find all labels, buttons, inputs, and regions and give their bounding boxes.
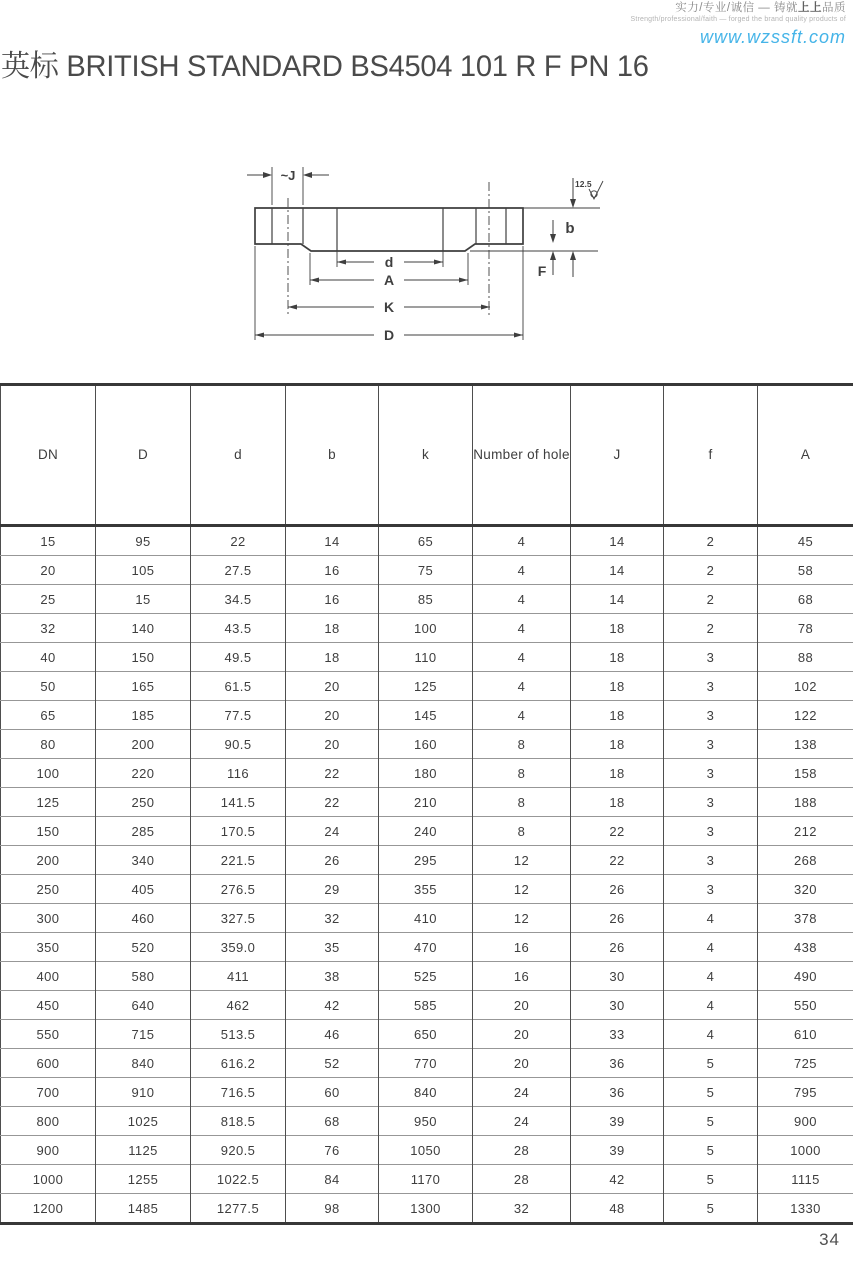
table-cell: 77.5 xyxy=(191,701,286,730)
table-cell: 85 xyxy=(379,585,473,614)
table-cell: 49.5 xyxy=(191,643,286,672)
table-cell: 300 xyxy=(1,904,96,933)
table-cell: 8 xyxy=(473,788,571,817)
table-cell: 8 xyxy=(473,759,571,788)
table-cell: 5 xyxy=(664,1136,758,1165)
table-row xyxy=(1,614,853,643)
dim-b xyxy=(550,220,575,243)
table-cell: 36 xyxy=(571,1078,664,1107)
table-row xyxy=(1,1049,853,1078)
table-cell: 5 xyxy=(664,1107,758,1136)
table-cell: 18 xyxy=(571,672,664,701)
table-cell: 513.5 xyxy=(191,1020,286,1049)
table-cell: 240 xyxy=(379,817,473,846)
table-cell: 50 xyxy=(1,672,96,701)
table-cell: 141.5 xyxy=(191,788,286,817)
table-cell: 3 xyxy=(664,643,758,672)
table-cell: 100 xyxy=(379,614,473,643)
table-cell: 1277.5 xyxy=(191,1194,286,1224)
dim-d xyxy=(337,251,443,270)
table-cell: 32 xyxy=(473,1194,571,1224)
table-cell: 700 xyxy=(1,1078,96,1107)
dimension-table xyxy=(0,383,853,1225)
table-cell: 160 xyxy=(379,730,473,759)
tagline-suffix: 品质 xyxy=(822,2,846,14)
table-cell: 15 xyxy=(96,585,191,614)
table-cell: 359.0 xyxy=(191,933,286,962)
table-cell: 18 xyxy=(571,614,664,643)
table-cell: 3 xyxy=(664,788,758,817)
table-row xyxy=(1,526,853,556)
table-cell: 268 xyxy=(758,846,853,875)
table-cell: 100 xyxy=(1,759,96,788)
table-cell: 24 xyxy=(286,817,379,846)
table-cell: 1025 xyxy=(96,1107,191,1136)
table-cell: 185 xyxy=(96,701,191,730)
table-cell: 60 xyxy=(286,1078,379,1107)
table-cell: 78 xyxy=(758,614,853,643)
brand-tagline-en: Strength/professional/faith — forged the brand quality products of xyxy=(630,16,846,24)
table-cell: 145 xyxy=(379,701,473,730)
table-cell: 210 xyxy=(379,788,473,817)
dim-d-label: d xyxy=(384,254,394,270)
table-cell: 770 xyxy=(379,1049,473,1078)
column-header: d xyxy=(191,385,286,526)
table-cell: 950 xyxy=(379,1107,473,1136)
table-cell: 411 xyxy=(191,962,286,991)
column-header: DN xyxy=(37,446,59,462)
table-cell: 28 xyxy=(473,1165,571,1194)
table-cell: 3 xyxy=(664,730,758,759)
table-cell: 410 xyxy=(379,904,473,933)
table-row xyxy=(1,991,853,1020)
table-cell: 125 xyxy=(1,788,96,817)
table-cell: 550 xyxy=(758,991,853,1020)
table-cell: 716.5 xyxy=(191,1078,286,1107)
table-row xyxy=(1,730,853,759)
table-cell: 80 xyxy=(1,730,96,759)
table-cell: 45 xyxy=(758,526,853,556)
table-row xyxy=(1,904,853,933)
table-cell: 12 xyxy=(473,846,571,875)
table-cell: 1255 xyxy=(96,1165,191,1194)
table-cell: 1022.5 xyxy=(191,1165,286,1194)
table-cell: 378 xyxy=(758,904,853,933)
table-cell: 14 xyxy=(571,585,664,614)
table-row xyxy=(1,962,853,991)
table-row xyxy=(1,1165,853,1194)
table-cell: 600 xyxy=(1,1049,96,1078)
table-cell: 350 xyxy=(1,933,96,962)
table-row xyxy=(1,1078,853,1107)
table-cell: 3 xyxy=(664,817,758,846)
table-row xyxy=(1,759,853,788)
table-cell: 39 xyxy=(571,1107,664,1136)
table-cell: 490 xyxy=(758,962,853,991)
column-header: k xyxy=(379,385,473,526)
table-cell: 165 xyxy=(96,672,191,701)
table-cell: 5 xyxy=(664,1049,758,1078)
table-cell: 1000 xyxy=(758,1136,853,1165)
table-cell: 900 xyxy=(1,1136,96,1165)
table-cell: 43.5 xyxy=(191,614,286,643)
table-cell: 32 xyxy=(1,614,96,643)
table-cell: 188 xyxy=(758,788,853,817)
table-cell: 2 xyxy=(664,526,758,556)
table-cell: 24 xyxy=(473,1107,571,1136)
table-cell: 14 xyxy=(286,526,379,556)
table-cell: 4 xyxy=(664,904,758,933)
table-cell: 26 xyxy=(286,846,379,875)
table-cell: 34.5 xyxy=(191,585,286,614)
table-cell: 38 xyxy=(286,962,379,991)
table-cell: 24 xyxy=(473,1078,571,1107)
table-cell: 900 xyxy=(758,1107,853,1136)
table-cell: 16 xyxy=(473,962,571,991)
table-cell: 285 xyxy=(96,817,191,846)
table-cell: 910 xyxy=(96,1078,191,1107)
table-cell: 4 xyxy=(664,962,758,991)
table-row xyxy=(1,585,853,614)
column-header: b xyxy=(286,385,379,526)
table-cell: 3 xyxy=(664,875,758,904)
table-row xyxy=(1,1136,853,1165)
table-row xyxy=(1,672,853,701)
table-cell: 140 xyxy=(96,614,191,643)
table-cell: 39 xyxy=(571,1136,664,1165)
column-header: D xyxy=(96,385,191,526)
table-cell: 22 xyxy=(286,759,379,788)
table-cell: 32 xyxy=(286,904,379,933)
table-cell: 340 xyxy=(96,846,191,875)
table-cell: 68 xyxy=(286,1107,379,1136)
table-row xyxy=(1,817,853,846)
table-cell: 276.5 xyxy=(191,875,286,904)
table-cell: 650 xyxy=(379,1020,473,1049)
table-cell: 52 xyxy=(286,1049,379,1078)
table-row xyxy=(1,556,853,585)
table-cell: 95 xyxy=(96,526,191,556)
table-cell: 26 xyxy=(571,875,664,904)
table-row xyxy=(1,643,853,672)
table-cell: 1115 xyxy=(758,1165,853,1194)
table-cell: 5 xyxy=(664,1165,758,1194)
table-cell: 1330 xyxy=(758,1194,853,1224)
table-cell: 170.5 xyxy=(191,817,286,846)
brand-tagline-cn xyxy=(630,2,846,15)
table-cell: 4 xyxy=(664,933,758,962)
table-cell: 16 xyxy=(286,556,379,585)
table-cell: 12 xyxy=(473,904,571,933)
table-cell: 715 xyxy=(96,1020,191,1049)
table-cell: 840 xyxy=(96,1049,191,1078)
table-cell: 250 xyxy=(96,788,191,817)
table-cell: 1485 xyxy=(96,1194,191,1224)
table-cell: 8 xyxy=(473,730,571,759)
table-row xyxy=(1,1020,853,1049)
table-cell: 1000 xyxy=(1,1165,96,1194)
table-cell: 327.5 xyxy=(191,904,286,933)
table-cell: 840 xyxy=(379,1078,473,1107)
table-cell: 800 xyxy=(1,1107,96,1136)
dim-big-d-label: D xyxy=(383,327,395,343)
table-cell: 4 xyxy=(473,672,571,701)
table-cell: 920.5 xyxy=(191,1136,286,1165)
table-cell: 1300 xyxy=(379,1194,473,1224)
table-cell: 2 xyxy=(664,556,758,585)
table-cell: 150 xyxy=(96,643,191,672)
table-cell: 3 xyxy=(664,701,758,730)
table-row xyxy=(1,788,853,817)
dim-b-label: b xyxy=(565,220,575,237)
table-cell: 105 xyxy=(96,556,191,585)
table-cell: 90.5 xyxy=(191,730,286,759)
table-cell: 20 xyxy=(286,730,379,759)
table-cell: 84 xyxy=(286,1165,379,1194)
table-cell: 26 xyxy=(571,904,664,933)
table-cell: 438 xyxy=(758,933,853,962)
table-cell: 29 xyxy=(286,875,379,904)
table-cell: 795 xyxy=(758,1078,853,1107)
flange-outline xyxy=(255,208,523,251)
table-cell: 36 xyxy=(571,1049,664,1078)
column-header: J xyxy=(571,385,664,526)
table-cell: 25 xyxy=(1,585,96,614)
table-cell: 3 xyxy=(664,759,758,788)
page-number: 34 xyxy=(819,1230,840,1249)
table-row xyxy=(1,1194,853,1224)
table-row xyxy=(1,846,853,875)
table-cell: 20 xyxy=(473,1049,571,1078)
table-cell: 98 xyxy=(286,1194,379,1224)
table-cell: 14 xyxy=(571,556,664,585)
table-cell: 1170 xyxy=(379,1165,473,1194)
table-cell: 88 xyxy=(758,643,853,672)
table-cell: 30 xyxy=(571,962,664,991)
table-cell: 200 xyxy=(96,730,191,759)
table-cell: 42 xyxy=(571,1165,664,1194)
table-cell: 65 xyxy=(379,526,473,556)
table-cell: 65 xyxy=(1,701,96,730)
table-cell: 12 xyxy=(473,875,571,904)
table-row xyxy=(1,1107,853,1136)
table-cell: 18 xyxy=(286,614,379,643)
table-cell: 616.2 xyxy=(191,1049,286,1078)
table-cell: 818.5 xyxy=(191,1107,286,1136)
table-cell: 76 xyxy=(286,1136,379,1165)
table-cell: 42 xyxy=(286,991,379,1020)
table-cell: 33 xyxy=(571,1020,664,1049)
table-cell: 22 xyxy=(571,846,664,875)
table-cell: 27.5 xyxy=(191,556,286,585)
dim-j-label: ~J xyxy=(280,168,296,183)
table-cell: 22 xyxy=(286,788,379,817)
table-cell: 158 xyxy=(758,759,853,788)
table-cell: 5 xyxy=(664,1078,758,1107)
table-cell: 8 xyxy=(473,817,571,846)
roughness-mark xyxy=(523,178,603,208)
table-row xyxy=(1,875,853,904)
table-cell: 20 xyxy=(1,556,96,585)
table-cell: 20 xyxy=(473,1020,571,1049)
table-cell: 15 xyxy=(40,533,56,549)
table-cell: 16 xyxy=(286,585,379,614)
table-cell: 725 xyxy=(758,1049,853,1078)
table-cell: 14 xyxy=(571,526,664,556)
table-cell: 18 xyxy=(571,643,664,672)
roughness-value: 12.5 xyxy=(575,179,592,189)
table-cell: 1050 xyxy=(379,1136,473,1165)
table-cell: 116 xyxy=(191,759,286,788)
table-cell: 4 xyxy=(664,991,758,1020)
table-cell: 355 xyxy=(379,875,473,904)
table-cell: 250 xyxy=(1,875,96,904)
table-cell: 20 xyxy=(473,991,571,1020)
table-cell: 35 xyxy=(286,933,379,962)
table-cell: 26 xyxy=(571,933,664,962)
table-cell: 61.5 xyxy=(191,672,286,701)
table-cell: 3 xyxy=(664,672,758,701)
table-cell: 125 xyxy=(379,672,473,701)
table-cell: 212 xyxy=(758,817,853,846)
table-cell: 295 xyxy=(379,846,473,875)
table-cell: 1125 xyxy=(96,1136,191,1165)
table-cell: 18 xyxy=(571,701,664,730)
table-cell: 110 xyxy=(379,643,473,672)
table-cell: 68 xyxy=(758,585,853,614)
table-header-row xyxy=(1,385,853,526)
table-cell: 16 xyxy=(473,933,571,962)
table-cell: 138 xyxy=(758,730,853,759)
table-cell: 405 xyxy=(96,875,191,904)
table-cell: 525 xyxy=(379,962,473,991)
dim-f-label: F xyxy=(537,263,547,279)
column-header: A xyxy=(758,385,853,526)
table-cell: 610 xyxy=(758,1020,853,1049)
table-cell: 20 xyxy=(286,672,379,701)
table-cell: 102 xyxy=(758,672,853,701)
table-cell: 180 xyxy=(379,759,473,788)
table-cell: 580 xyxy=(96,962,191,991)
table-cell: 520 xyxy=(96,933,191,962)
table-cell: 470 xyxy=(379,933,473,962)
table-cell: 400 xyxy=(1,962,96,991)
dim-a-label: A xyxy=(383,272,395,288)
table-cell: 75 xyxy=(379,556,473,585)
tagline-bold: 上上 xyxy=(798,2,822,14)
table-cell: 20 xyxy=(286,701,379,730)
table-cell: 18 xyxy=(571,759,664,788)
page-title: 英标 BRITISH STANDARD BS4504 101 R F PN 16 xyxy=(1,50,649,83)
table-cell: 18 xyxy=(571,730,664,759)
brand-website: www.wzssft.com xyxy=(699,27,846,48)
table-cell: 450 xyxy=(1,991,96,1020)
table-cell: 585 xyxy=(379,991,473,1020)
table-cell: 3 xyxy=(664,846,758,875)
table-cell: 550 xyxy=(1,1020,96,1049)
column-header: Number of hole xyxy=(473,385,571,526)
table-cell: 30 xyxy=(571,991,664,1020)
table-cell: 28 xyxy=(473,1136,571,1165)
dim-k xyxy=(288,299,490,315)
table-cell: 462 xyxy=(191,991,286,1020)
table-cell: 320 xyxy=(758,875,853,904)
table-row xyxy=(1,701,853,730)
table-cell: 4 xyxy=(473,526,571,556)
flange-diagram xyxy=(0,140,853,375)
table-body xyxy=(1,526,853,1224)
table-cell: 4 xyxy=(664,1020,758,1049)
table-cell: 22 xyxy=(191,526,286,556)
table-cell: 4 xyxy=(473,585,571,614)
table-cell: 40 xyxy=(1,643,96,672)
table-row xyxy=(1,933,853,962)
table-cell: 2 xyxy=(664,585,758,614)
column-header: f xyxy=(664,385,758,526)
brand-block xyxy=(630,2,846,48)
table-cell: 18 xyxy=(286,643,379,672)
table-cell: 4 xyxy=(473,614,571,643)
table-cell: 122 xyxy=(758,701,853,730)
table-cell: 48 xyxy=(571,1194,664,1224)
table-cell: 150 xyxy=(1,817,96,846)
table-cell: 221.5 xyxy=(191,846,286,875)
table-cell: 460 xyxy=(96,904,191,933)
table-cell: 46 xyxy=(286,1020,379,1049)
table-cell: 2 xyxy=(664,614,758,643)
table-cell: 4 xyxy=(473,643,571,672)
table-cell: 22 xyxy=(571,817,664,846)
dim-k-label: K xyxy=(383,299,395,315)
table-cell: 4 xyxy=(473,556,571,585)
table-cell: 1200 xyxy=(1,1194,96,1224)
table-cell: 640 xyxy=(96,991,191,1020)
table-cell: 5 xyxy=(664,1194,758,1224)
table-cell: 18 xyxy=(571,788,664,817)
table-cell: 220 xyxy=(96,759,191,788)
table-cell: 4 xyxy=(473,701,571,730)
tagline-prefix: 实力/专业/诚信 — 铸就 xyxy=(675,2,798,14)
table-cell: 58 xyxy=(758,556,853,585)
table-cell: 200 xyxy=(1,846,96,875)
